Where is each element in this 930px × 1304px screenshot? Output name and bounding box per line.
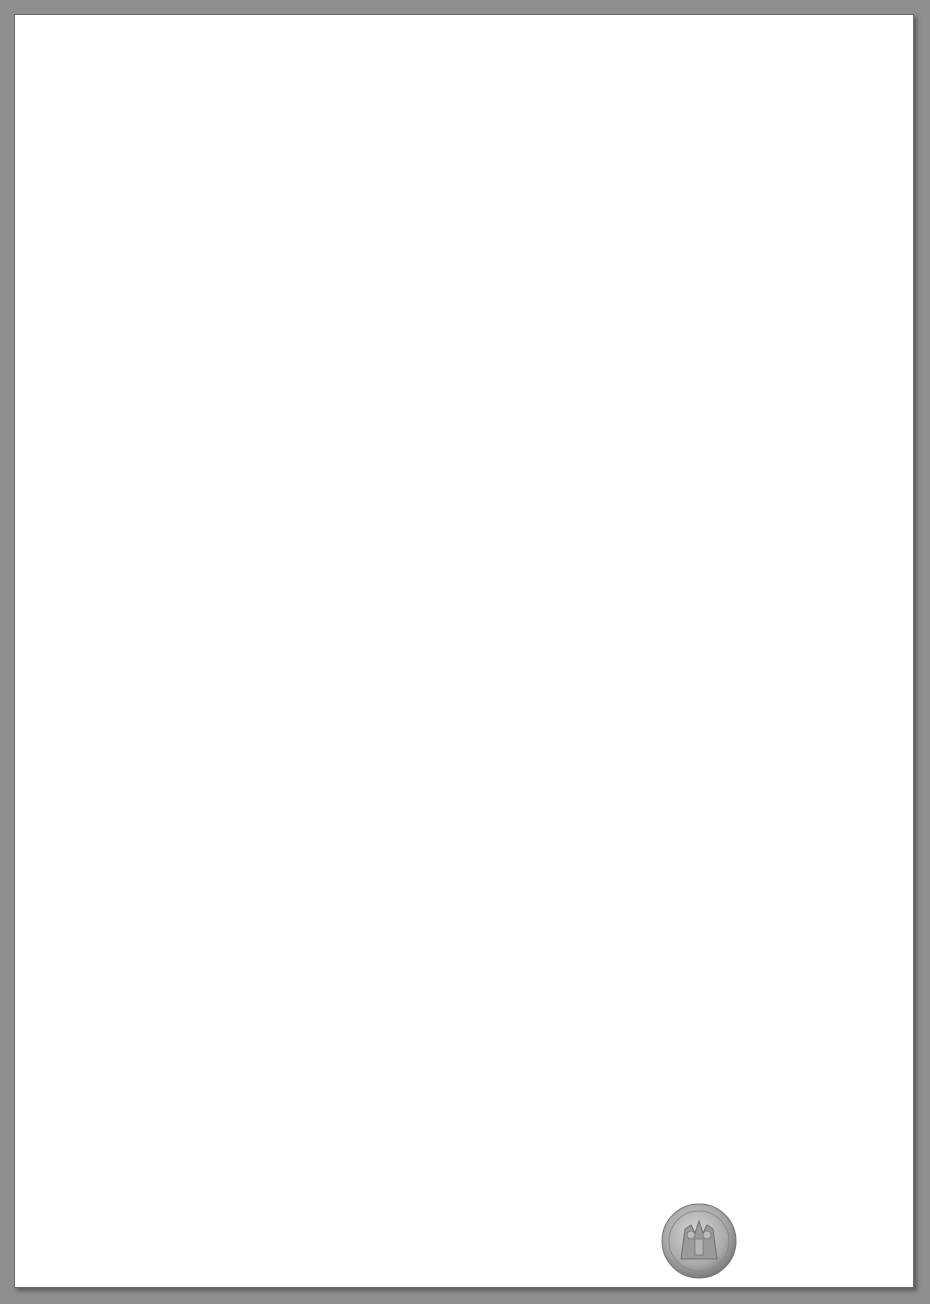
upstalsboom-seal-logo [661, 1203, 737, 1279]
document-page [14, 14, 914, 1288]
